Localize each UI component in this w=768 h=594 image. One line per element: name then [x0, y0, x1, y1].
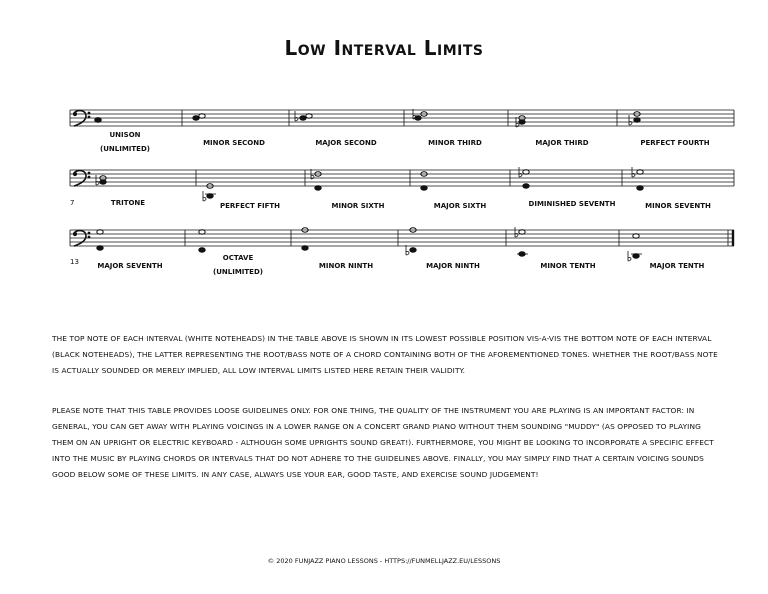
interval-label: Minor Seventh — [645, 202, 711, 210]
interval-label: Major Third — [535, 139, 589, 147]
measure-number: 7 — [70, 199, 75, 207]
interval-label: Major Seventh — [97, 262, 163, 270]
interval-label: Minor Third — [428, 139, 482, 147]
guidelines-paragraph: PLEASE NOTE THAT THIS TABLE PROVIDES LOOSE GUIDELINES ONLY. FOR ONE THING, THE QUALITY OF THE INSTRUMENT YOU ARE PLAYING IS AN IMPORTANT FACTOR: IN GENERAL, YOU CAN GET AWAY WITH PLAYING VOICINGS IN A LOWER RANGE ON A CONCERT GRAND PIANO WITHOUT THEM SOUNDING "MUDDY" (AS OPPOSED TO PLAYING THEM ON AN UPRIGHT OR ELECTRIC KEYBOARD - ALTHOUGH SOME UPRIGHTS SOUND GREAT!). FURTHERMORE, YOU MIGHT BE LOOKING TO INCORPORATE A SPECIFIC EFFECT INTO THE MUSIC BY PLAYING CHORDS OR INTERVALS THAT DO NOT ADHERE TO THE GUIDELINES ABOVE. FINALLY, YOU MAY SIMPLY FIND THAT A CERTAIN VOICING SOUNDS GOOD BELOW SOME OF THESE LIMITS. IN ANY CASE, ALWAYS USE YOUR EAR, GOOD TASTE, AND EXERCISE SOUND JUDGEMENT! — [52, 406, 714, 479]
interval-label: Tritone — [110, 199, 146, 207]
interval-label: Perfect Fifth — [219, 202, 281, 210]
interval-label: Unison — [109, 131, 141, 139]
interval-label: Major Ninth — [426, 262, 480, 270]
explanation-paragraph: THE TOP NOTE OF EACH INTERVAL (WHITE NOTEHEADS) IN THE TABLE ABOVE IS SHOWN IN ITS LOWEST POSSIBLE POSITION VIS-A-VIS THE BOTTOM NOTE OF EACH INTERVAL (BLACK NOTEHEADS), THE LATTER REPRESENTING THE ROOT/BASS NOTE OF A CHORD CONTAINING BOTH OF THE AFOREMENTIONED TONES. WHETHER THE ROOT/BASS NOTE IS ACTUALLY SOUNDED OR MERELY IMPLIED, ALL LOW INTERVAL LIMITS LISTED HERE RETAIN THEIR VALIDITY. — [52, 334, 718, 375]
note-group — [96, 167, 643, 201]
interval-label: Minor Ninth — [318, 262, 374, 270]
interval-label: Minor Second — [203, 139, 265, 147]
note-group — [97, 227, 642, 261]
interval-label: Minor Tenth — [540, 262, 596, 270]
interval-label: Major Sixth — [433, 202, 487, 210]
copyright-footer: © 2020 FUNJAZZ PIANO LESSONS - HTTPS://FUNMELLJAZZ.EU/LESSONS — [267, 557, 501, 565]
interval-label: Major Second — [315, 139, 377, 147]
interval-label: Perfect Fourth — [640, 139, 710, 147]
interval-label: Major Tenth — [649, 262, 705, 270]
interval-label: Octave — [222, 254, 254, 262]
interval-note: (Unlimited) — [100, 145, 150, 153]
measure-number: 13 — [70, 258, 79, 266]
staff-system-2 — [70, 170, 734, 186]
interval-note: (Unlimited) — [213, 268, 263, 276]
page-title: Low Interval Limits — [284, 36, 484, 60]
interval-label: Diminished Seventh — [528, 200, 616, 208]
interval-label: Minor Sixth — [331, 202, 385, 210]
